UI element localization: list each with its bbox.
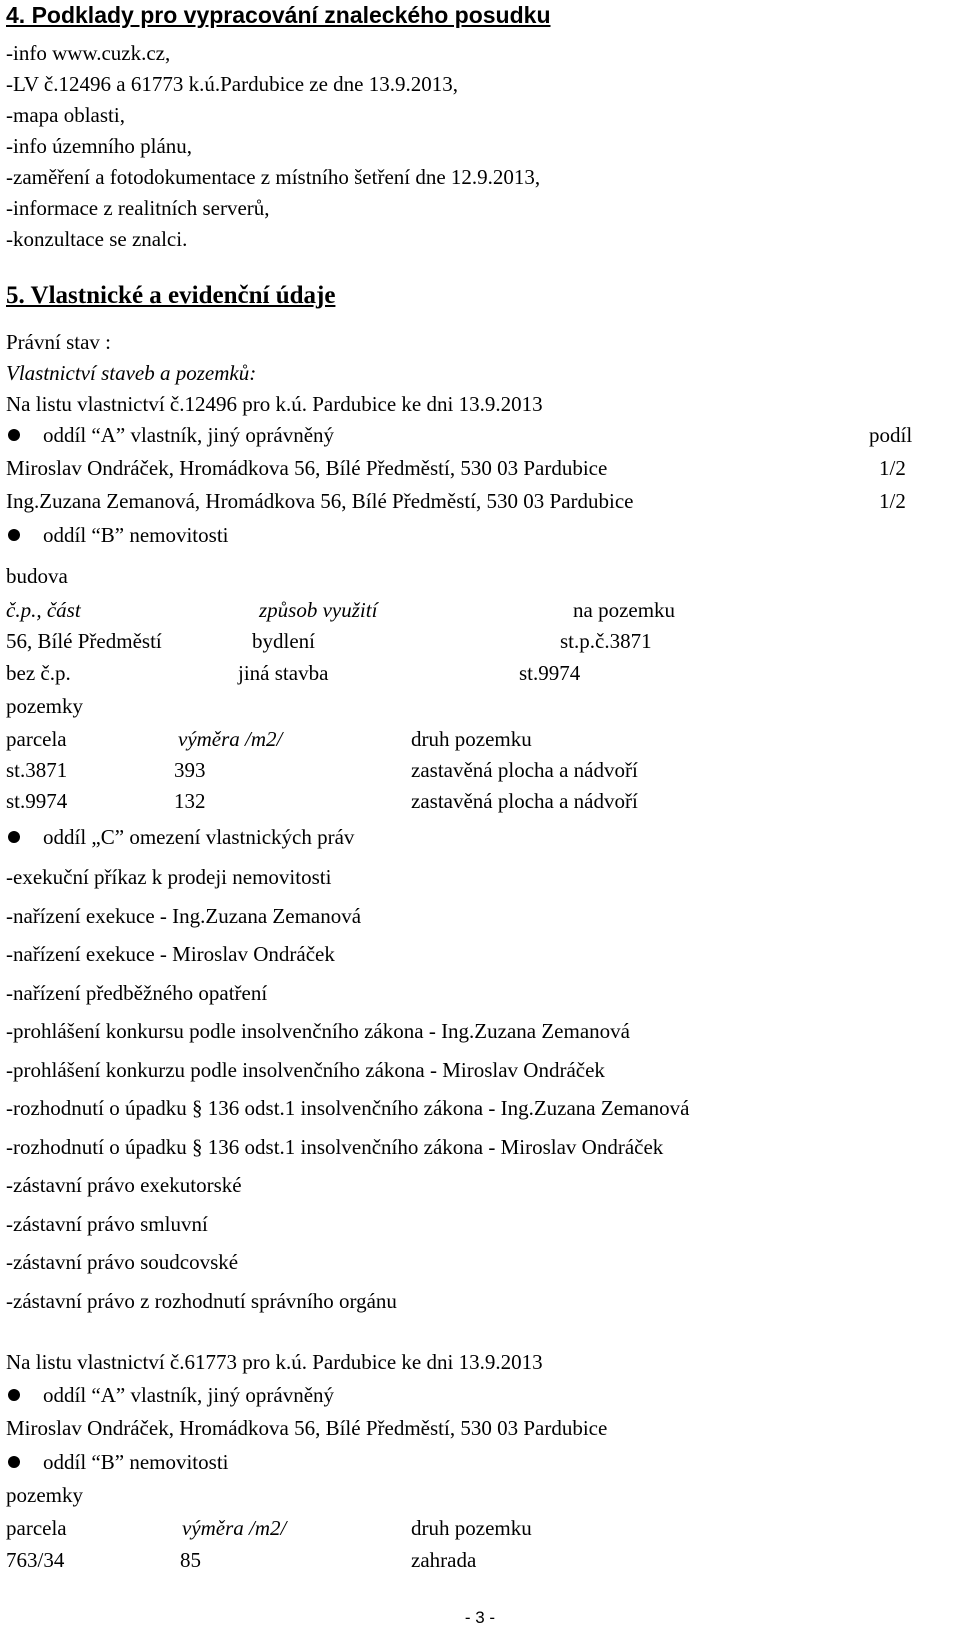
lv2-section-a: oddíl “A” vlastník, jiný oprávněný [43, 1383, 335, 1407]
land-col-header: druh pozemku [411, 1516, 532, 1540]
building-col-header: č.p., část [6, 598, 81, 622]
lv1-header: Na listu vlastnictví č.12496 pro k.ú. Pardubice ke dni 13.9.2013 [6, 392, 543, 416]
building-col-header: na pozemku [573, 598, 676, 622]
building-cell: bez č.p. [6, 661, 71, 685]
restriction-item: -zástavní právo smluvní [6, 1212, 208, 1236]
land-cell: zastavěná plocha a nádvoří [411, 789, 638, 813]
bullet-icon [8, 831, 20, 843]
ownership-label: Vlastnictví staveb a pozemků: [6, 361, 257, 385]
land-label: pozemky [6, 694, 83, 718]
land-col-header: výměra /m2/ [182, 1516, 287, 1540]
land-col-header: parcela [6, 727, 67, 751]
owner-name: Miroslav Ondráček, Hromádkova 56, Bílé Předměstí, 530 03 Pardubice [6, 1416, 608, 1440]
bullet-icon [8, 1456, 20, 1468]
land-col-header: parcela [6, 1516, 67, 1540]
lv1-section-a: oddíl “A” vlastník, jiný oprávněný [43, 423, 335, 447]
restriction-item: -rozhodnutí o úpadku § 136 odst.1 insolvenčního zákona - Miroslav Ondráček [6, 1135, 664, 1159]
section-5-title: 5. Vlastnické a evidenční údaje [6, 282, 336, 309]
building-cell: st.p.č.3871 [560, 629, 652, 653]
land-cell: 393 [174, 758, 206, 782]
share-label: podíl [869, 423, 913, 447]
land-cell: zahrada [411, 1548, 477, 1572]
land-cell: 132 [174, 789, 206, 813]
building-cell: jiná stavba [238, 661, 329, 685]
lv1-section-b: oddíl “B” nemovitosti [43, 523, 229, 547]
building-cell: 56, Bílé Předměstí [6, 629, 162, 653]
bullet-icon [8, 529, 20, 541]
land-cell: st.3871 [6, 758, 68, 782]
source-item: -LV č.12496 a 61773 k.ú.Pardubice ze dne 13.9.2013, [6, 72, 459, 96]
section-4-title: 4. Podklady pro vypracování znaleckého posudku [6, 2, 551, 28]
source-item: -konzultace se znalci. [6, 227, 188, 251]
land-cell: st.9974 [6, 789, 68, 813]
restriction-item: -nařízení exekuce - Miroslav Ondráček [6, 942, 335, 966]
land-label: pozemky [6, 1483, 83, 1507]
land-cell: 85 [180, 1548, 201, 1572]
lv2-section-b: oddíl “B” nemovitosti [43, 1450, 229, 1474]
building-label: budova [6, 564, 68, 588]
land-cell: 763/34 [6, 1548, 65, 1572]
bullet-icon [8, 429, 20, 441]
source-item: -zaměření a fotodokumentace z místního šetření dne 12.9.2013, [6, 165, 541, 189]
land-col-header: druh pozemku [411, 727, 532, 751]
owner-share: 1/2 [879, 456, 906, 480]
lv1-section-c: oddíl „C” omezení vlastnických práv [43, 825, 355, 849]
restriction-item: -zástavní právo exekutorské [6, 1173, 242, 1197]
restriction-item: -nařízení předběžného opatření [6, 981, 268, 1005]
legal-status-label: Právní stav : [6, 330, 111, 354]
restriction-item: -zástavní právo z rozhodnutí správního orgánu [6, 1289, 397, 1313]
source-item: -info www.cuzk.cz, [6, 41, 171, 65]
building-cell: st.9974 [519, 661, 581, 685]
restriction-item: -exekuční příkaz k prodeji nemovitosti [6, 865, 332, 889]
building-col-header: způsob využití [259, 598, 378, 622]
source-item: -informace z realitních serverů, [6, 196, 270, 220]
land-cell: zastavěná plocha a nádvoří [411, 758, 638, 782]
restriction-item: -prohlášení konkursu podle insolvenčního zákona - Ing.Zuzana Zemanová [6, 1019, 630, 1043]
restriction-item: -nařízení exekuce - Ing.Zuzana Zemanová [6, 904, 362, 928]
owner-name: Miroslav Ondráček, Hromádkova 56, Bílé Předměstí, 530 03 Pardubice [6, 456, 608, 480]
building-cell: bydlení [252, 629, 315, 653]
owner-name: Ing.Zuzana Zemanová, Hromádkova 56, Bílé Předměstí, 530 03 Pardubice [6, 489, 634, 513]
source-item: -mapa oblasti, [6, 103, 125, 127]
owner-share: 1/2 [879, 489, 906, 513]
land-col-header: výměra /m2/ [178, 727, 283, 751]
page-number: - 3 - [464, 1608, 496, 1627]
restriction-item: -prohlášení konkurzu podle insolvenčního zákona - Miroslav Ondráček [6, 1058, 605, 1082]
lv2-header: Na listu vlastnictví č.61773 pro k.ú. Pardubice ke dni 13.9.2013 [6, 1350, 543, 1374]
bullet-icon [8, 1389, 20, 1401]
source-item: -info územního plánu, [6, 134, 193, 158]
restriction-item: -zástavní právo soudcovské [6, 1250, 239, 1274]
restriction-item: -rozhodnutí o úpadku § 136 odst.1 insolvenčního zákona - Ing.Zuzana Zemanová [6, 1096, 690, 1120]
